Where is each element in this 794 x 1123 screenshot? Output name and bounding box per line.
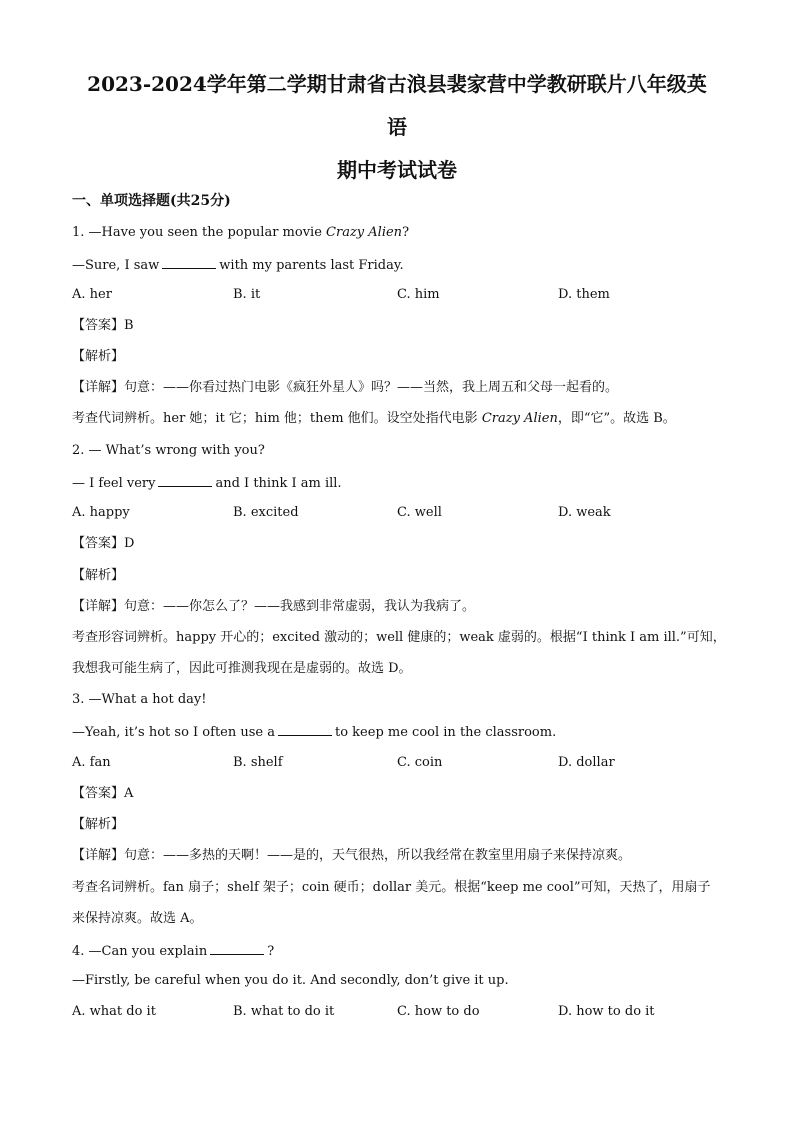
q1-option-b: B. it — [233, 287, 261, 302]
q4-stem — [72, 941, 274, 961]
q2-option-d: D. weak — [558, 505, 611, 520]
q3-analysis-label: 【解析】 — [72, 817, 125, 832]
q1-option-a: A. her — [72, 287, 112, 302]
q1-detail-label: 【详解】 — [72, 380, 125, 395]
q2-detail — [72, 598, 475, 616]
q3-option-b: B. shelf — [233, 755, 283, 770]
q4-option-b: B. what to do it — [233, 1004, 335, 1019]
q2-answer — [72, 535, 134, 553]
q1-response-end: with my parents last Friday. — [219, 258, 404, 273]
q1-blank — [162, 255, 216, 269]
q1-detail — [72, 379, 618, 397]
q3-option-d: D. dollar — [558, 755, 615, 770]
q4-option-a: A. what do it — [72, 1004, 156, 1019]
q2-detail-text: 句意：——你怎么了？——我感到非常虚弱，我认为我病了。 — [124, 599, 476, 614]
q3-detail — [72, 847, 631, 865]
q2-explanation-line-1: 考查形容词辨析。happy 开心的；excited 激动的；well 健康的；weak 虚弱的。根据“I think I am ill.”可知， — [72, 630, 726, 645]
q3-response-end: to keep me cool in the classroom. — [335, 725, 557, 740]
q4-stem-end: ? — [267, 944, 275, 959]
q2-option-b: B. excited — [233, 505, 299, 520]
q1-stem-text: 1. —Have you seen the popular movie — [72, 225, 327, 240]
q1-explanation-end: ，即“它”。故选 B。 — [557, 411, 676, 426]
q2-blank — [158, 473, 212, 487]
q3-option-a: A. fan — [72, 755, 111, 770]
q3-option-c: C. coin — [397, 755, 443, 770]
doc-title-line-2: 语 — [387, 115, 407, 139]
q3-blank — [278, 722, 332, 736]
q1-stem-end: ? — [402, 225, 410, 240]
q2-option-c: C. well — [397, 505, 442, 520]
doc-title-line-1: 2023-2024学年第二学期甘肃省古浪县裴家营中学教研联片八年级英 — [87, 72, 707, 96]
q1-explanation-start: 考查代词辨析。her 她；it 它；him 他；them 他们。设空处指代电影 — [72, 411, 482, 426]
q4-option-d: D. how to do it — [558, 1004, 655, 1019]
q1-detail-text: 句意：——你看过热门电影《疯狂外星人》吗？——当然，我上周五和父母一起看的。 — [124, 380, 619, 395]
q2-analysis-label: 【解析】 — [72, 568, 125, 583]
q1-movie-title: Crazy Alien — [326, 225, 403, 240]
q2-answer-value: D — [124, 536, 135, 551]
q1-response — [72, 255, 404, 275]
q4-response: —Firstly, be careful when you do it. And secondly, don’t give it up. — [72, 973, 509, 988]
q2-response-end: and I think I am ill. — [215, 476, 342, 491]
q4-blank — [210, 941, 264, 955]
q1-answer-value: B — [124, 318, 134, 333]
q3-explanation-line-2: 来保持凉爽。故选 A。 — [72, 911, 203, 926]
q3-stem: 3. —What a hot day! — [72, 692, 207, 707]
q2-response — [72, 473, 342, 493]
q1-analysis-label: 【解析】 — [72, 349, 125, 364]
q1-explanation — [72, 410, 676, 428]
section-heading: 一、单项选择题(共25分) — [72, 193, 231, 209]
q2-response-start: — I feel very — [72, 476, 156, 491]
q3-explanation-line-1: 考查名词辨析。fan 扇子；shelf 架子；coin 硬币；dollar 美元。根据“keep me cool”可知，天热了，用扇子 — [72, 880, 711, 895]
q3-detail-text: 句意：——多热的天啊！——是的，天气很热，所以我经常在教室里用扇子来保持凉爽。 — [124, 848, 632, 863]
q1-explanation-movie: Crazy Alien — [481, 411, 558, 426]
q1-stem — [72, 224, 409, 242]
q2-detail-label: 【详解】 — [72, 599, 125, 614]
q1-option-d: D. them — [558, 287, 610, 302]
q2-option-a: A. happy — [72, 505, 130, 520]
q3-answer — [72, 785, 133, 803]
q3-detail-label: 【详解】 — [72, 848, 125, 863]
q3-answer-label: 【答案】 — [72, 786, 125, 801]
q1-response-start: —Sure, I saw — [72, 258, 160, 273]
q2-stem: 2. — What’s wrong with you? — [72, 443, 265, 458]
q2-explanation-line-2: 我想我可能生病了，因此可推测我现在是虚弱的。故选 D。 — [72, 661, 412, 676]
q3-response-start: —Yeah, it’s hot so I often use a — [72, 725, 275, 740]
q4-stem-start: 4. —Can you explain — [72, 944, 208, 959]
q3-response — [72, 722, 556, 742]
doc-title-line-3: 期中考试试卷 — [337, 158, 457, 182]
q3-answer-value: A — [124, 786, 134, 801]
q4-option-c: C. how to do — [397, 1004, 480, 1019]
q1-answer — [72, 317, 134, 335]
q2-answer-label: 【答案】 — [72, 536, 125, 551]
q1-answer-label: 【答案】 — [72, 318, 125, 333]
q1-option-c: C. him — [397, 287, 440, 302]
